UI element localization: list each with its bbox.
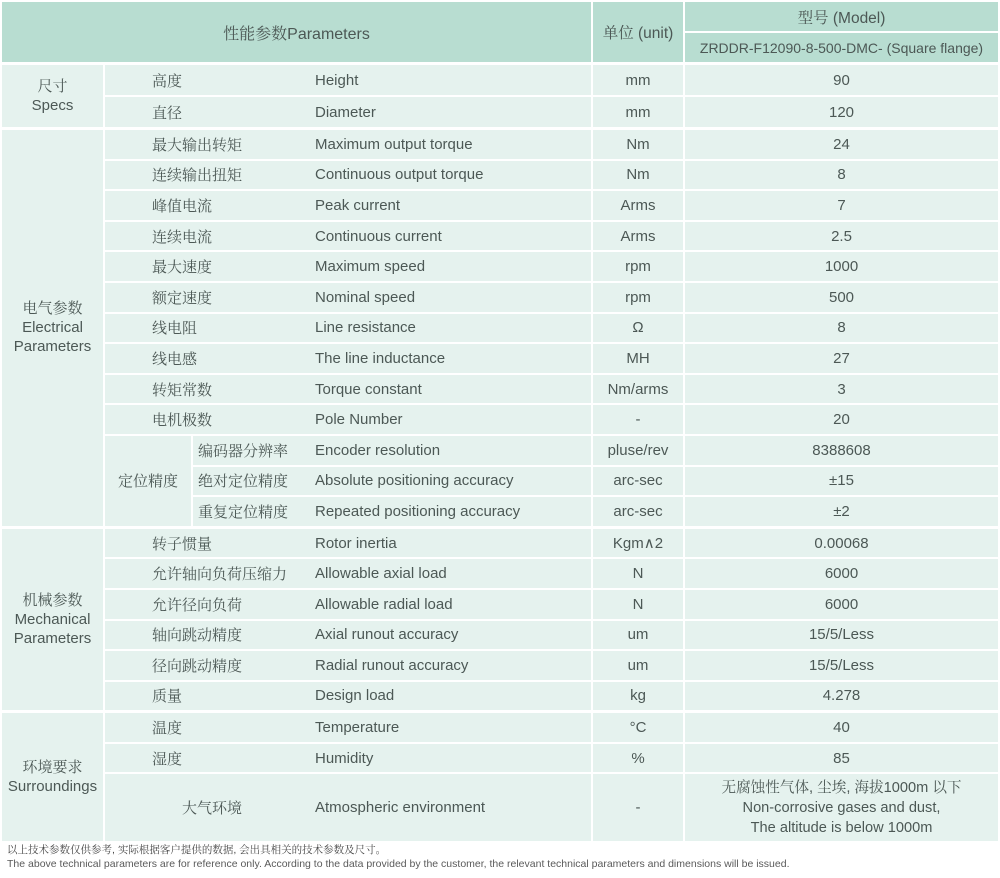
param-label-en: Temperature: [315, 719, 400, 737]
header-model-value: ZRDDR-F12090-8-500-DMC- (Square flange): [685, 33, 998, 62]
param-label-cell: [105, 375, 591, 404]
category-cell: [2, 130, 103, 526]
param-label-cell: [105, 161, 591, 190]
unit-cell: arc-sec: [593, 497, 683, 526]
table-row: [105, 651, 998, 680]
table-row: [105, 590, 998, 619]
unit-cell: %: [593, 744, 683, 773]
param-label-zh: 轴向跳动精度: [152, 627, 243, 645]
subgroup-rows: [193, 436, 998, 526]
param-label-en: Height: [315, 71, 359, 89]
param-label-en: Humidity: [315, 749, 374, 767]
param-label-cell: [105, 314, 591, 343]
section-surroundings: [2, 713, 998, 841]
category-cell: [2, 529, 103, 711]
value-cell: 4.278: [685, 682, 998, 711]
param-label-en: Encoder resolution: [315, 441, 441, 459]
value-line: Non-corrosive gases and dust,: [742, 799, 941, 816]
param-label-en: Continuous current: [315, 227, 442, 245]
table-row: [105, 621, 998, 650]
table-body: [2, 65, 998, 841]
table-row: [105, 191, 998, 220]
value-cell: [685, 774, 998, 841]
param-label-cell: [105, 191, 591, 220]
param-label-en: Peak current: [315, 196, 401, 214]
table-row: [105, 314, 998, 343]
value-line: The altitude is below 1000m: [750, 819, 933, 836]
unit-cell: Arms: [593, 191, 683, 220]
header-model-label: 型号 (Model): [685, 2, 998, 31]
category-cell: [2, 65, 103, 127]
param-label-en: Line resistance: [315, 319, 416, 337]
category-line: Electrical: [22, 319, 83, 337]
value-line: 无腐蚀性气体, 尘埃, 海拔1000m 以下: [721, 779, 962, 796]
unit-cell: kg: [593, 682, 683, 711]
rows-wrap: [105, 65, 998, 127]
param-label-cell: [105, 559, 591, 588]
header-unit-cell: 单位 (unit): [593, 2, 683, 62]
value-cell: ±2: [685, 497, 998, 526]
unit-cell: Nm/arms: [593, 375, 683, 404]
param-label-cell: [105, 97, 591, 127]
unit-cell: arc-sec: [593, 467, 683, 496]
category-line: 尺寸: [37, 78, 68, 95]
param-label-en: Torque constant: [315, 380, 422, 398]
table-row: [105, 283, 998, 312]
unit-cell: N: [593, 590, 683, 619]
param-label-en: Rotor inertia: [315, 534, 397, 552]
table-row: [105, 375, 998, 404]
table-row: [193, 467, 998, 496]
param-label-cell: [105, 621, 591, 650]
param-label-zh: 最大速度: [152, 259, 213, 277]
table-row: [105, 130, 998, 159]
value-cell: 1000: [685, 252, 998, 281]
param-label-en: Radial runout accuracy: [315, 656, 469, 674]
value-cell: 120: [685, 97, 998, 127]
param-label-cell: [105, 130, 591, 159]
param-label-cell: [105, 590, 591, 619]
unit-cell: MH: [593, 344, 683, 373]
footnote-line-en: The above technical parameters are for reference only. According to the data provided by the customer, the relevant technical parameters and dimensions will be issued.: [7, 858, 790, 870]
rows-wrap: [105, 529, 998, 711]
table-row: [193, 436, 998, 465]
value-cell: 8: [685, 161, 998, 190]
category-line: Surroundings: [7, 778, 98, 796]
header-model-cell: [685, 2, 998, 62]
value-cell: 27: [685, 344, 998, 373]
category-line: Specs: [31, 97, 74, 114]
category-line: 机械参数: [22, 592, 83, 609]
param-label-en: Atmospheric environment: [315, 799, 486, 817]
param-label-cell: [105, 252, 591, 281]
category-line: Mechanical: [14, 611, 91, 628]
unit-cell: Ω: [593, 314, 683, 343]
value-cell: ±15: [685, 467, 998, 496]
section-electrical: [2, 130, 998, 526]
param-label-en: The line inductance: [315, 349, 446, 367]
param-label-zh: 线电感: [152, 350, 198, 368]
category-line: 环境要求: [22, 759, 83, 777]
table-row: [105, 252, 998, 281]
value-cell: 500: [685, 283, 998, 312]
param-label-cell: [105, 222, 591, 251]
param-label-cell: [105, 65, 591, 95]
rows-wrap: [105, 713, 998, 841]
section-specs: [2, 65, 998, 127]
param-label-zh: 质量: [152, 688, 183, 706]
param-label-en: Diameter: [315, 103, 376, 121]
table-row: [105, 529, 998, 558]
param-label-cell: [105, 744, 591, 773]
unit-cell: mm: [593, 65, 683, 95]
param-label-zh: 线电阻: [152, 320, 198, 338]
param-label-en: Absolute positioning accuracy: [315, 472, 514, 490]
param-label-zh: 径向跳动精度: [152, 657, 243, 675]
param-label-en: Maximum output torque: [315, 135, 473, 153]
table-row: [105, 744, 998, 773]
param-label-zh: 峰值电流: [152, 197, 213, 215]
value-cell: 85: [685, 744, 998, 773]
value-cell: 40: [685, 713, 998, 742]
param-label-en: Nominal speed: [315, 288, 416, 306]
rows-wrap: [105, 130, 998, 526]
param-label-zh: 额定速度: [152, 289, 213, 307]
table-row: [105, 405, 998, 434]
table-header-row: [2, 2, 998, 62]
param-label-cell: [105, 529, 591, 558]
value-cell: 90: [685, 65, 998, 95]
param-label-en: Pole Number: [315, 411, 403, 429]
unit-cell: Nm: [593, 130, 683, 159]
unit-cell: rpm: [593, 283, 683, 312]
table-row: [193, 497, 998, 526]
table-row: [105, 559, 998, 588]
category-cell: [2, 713, 103, 841]
param-label-en: Repeated positioning accuracy: [315, 502, 521, 520]
value-cell: 3: [685, 375, 998, 404]
param-label-en: Allowable axial load: [315, 565, 447, 583]
unit-cell: -: [593, 405, 683, 434]
param-label-zh: 重复定位精度: [198, 503, 289, 521]
unit-cell: um: [593, 621, 683, 650]
param-label-cell: [105, 682, 591, 711]
param-label-cell: [105, 283, 591, 312]
category-line: 电气参数: [22, 300, 83, 318]
param-label-zh: 最大输出转矩: [152, 136, 243, 154]
positioning-accuracy-group: [105, 436, 998, 526]
table-row: [105, 682, 998, 711]
param-label-zh: 允许轴向负荷压缩力: [152, 566, 288, 584]
param-label-zh: 电机极数: [152, 412, 213, 430]
subgroup-label-cell: 定位精度: [105, 436, 191, 526]
param-label-zh: 转子惯量: [152, 535, 213, 553]
param-label-zh: 绝对定位精度: [198, 473, 289, 491]
footnote-line-zh: 以上技术参数仅供参考, 实际根据客户提供的数据, 会出具相关的技术参数及尺寸。: [7, 844, 387, 856]
table-row: [105, 713, 998, 742]
table-row: [105, 344, 998, 373]
section-mechanical: [2, 529, 998, 711]
param-label-cell: [105, 713, 591, 742]
unit-cell: Nm: [593, 161, 683, 190]
param-label-en: Continuous output torque: [315, 166, 484, 184]
table-row: [105, 161, 998, 190]
param-label-zh: 允许径向负荷: [152, 596, 243, 614]
param-label-cell: [105, 651, 591, 680]
sub-param-label-cell: [193, 436, 591, 465]
value-cell: 15/5/Less: [685, 651, 998, 680]
value-cell: 20: [685, 405, 998, 434]
param-label-en: Allowable radial load: [315, 595, 453, 613]
param-label-zh: 连续电流: [152, 228, 213, 246]
table-row: [105, 774, 998, 841]
param-label-en: Axial runout accuracy: [315, 626, 459, 644]
unit-cell: um: [593, 651, 683, 680]
table-row: [105, 97, 998, 127]
param-label-zh: 温度: [152, 720, 183, 738]
table-row: [105, 65, 998, 95]
param-label-zh: 转矩常数: [152, 381, 213, 399]
unit-cell: rpm: [593, 252, 683, 281]
param-label-zh: 直径: [152, 104, 183, 122]
sub-param-label-cell: [193, 467, 591, 496]
value-cell: 2.5: [685, 222, 998, 251]
param-label-cell: [105, 774, 591, 841]
unit-cell: N: [593, 559, 683, 588]
value-cell: 6000: [685, 590, 998, 619]
category-line: Parameters: [13, 338, 92, 356]
unit-cell: °C: [593, 713, 683, 742]
unit-cell: Arms: [593, 222, 683, 251]
footnote: [7, 843, 997, 871]
value-cell: 8: [685, 314, 998, 343]
unit-cell: Kgm∧2: [593, 529, 683, 558]
value-cell: 15/5/Less: [685, 621, 998, 650]
param-label-zh: 连续输出扭矩: [152, 167, 243, 185]
param-label-cell: [105, 405, 591, 434]
spec-table: [2, 2, 998, 841]
unit-cell: -: [593, 774, 683, 841]
value-cell: 7: [685, 191, 998, 220]
param-label-zh: 高度: [152, 72, 183, 90]
param-label-zh: 湿度: [152, 750, 183, 768]
param-label-cell: [105, 344, 591, 373]
table-row: [105, 222, 998, 251]
value-cell: 24: [685, 130, 998, 159]
category-line: Parameters: [13, 630, 92, 647]
value-cell: 0.00068: [685, 529, 998, 558]
value-cell: 6000: [685, 559, 998, 588]
header-parameters-cell: 性能参数Parameters: [2, 2, 591, 62]
unit-cell: pluse/rev: [593, 436, 683, 465]
param-label-zh: 编码器分辨率: [198, 442, 289, 460]
param-label-zh: 大气环境: [182, 800, 243, 818]
param-label-en: Design load: [315, 687, 395, 705]
unit-cell: mm: [593, 97, 683, 127]
value-cell: 8388608: [685, 436, 998, 465]
sub-param-label-cell: [193, 497, 591, 526]
param-label-en: Maximum speed: [315, 258, 426, 276]
